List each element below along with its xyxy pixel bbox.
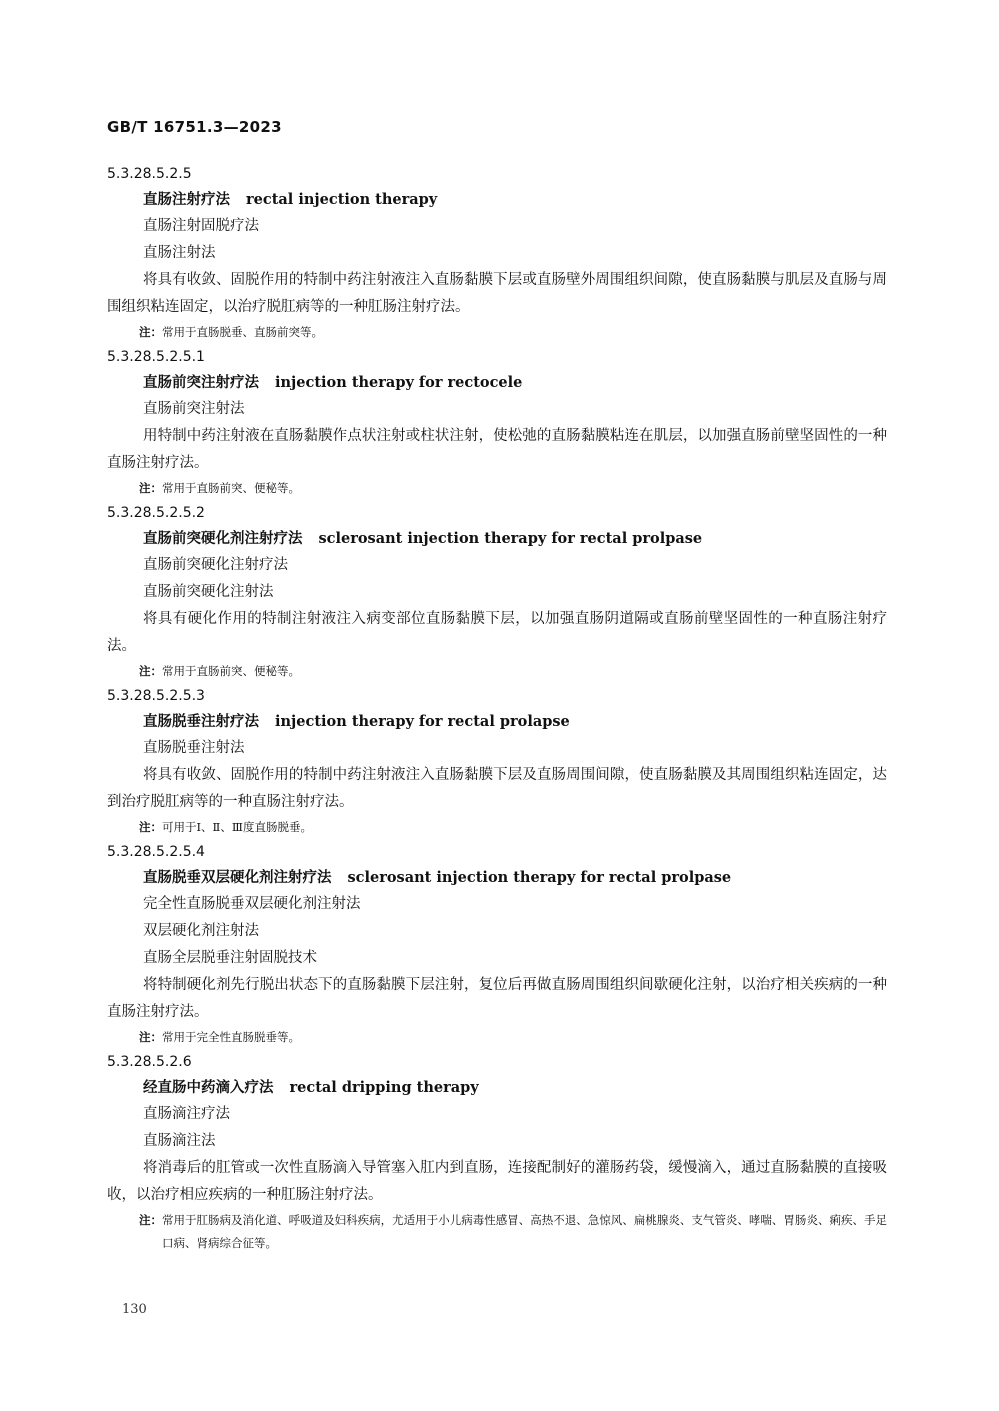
synonym: 直肠前突硬化注射疗法 bbox=[143, 557, 288, 573]
term-chinese: 经直肠中药滴入疗法 bbox=[143, 1079, 274, 1096]
term-heading bbox=[107, 1074, 887, 1101]
synonym: 直肠前突硬化注射法 bbox=[143, 584, 274, 600]
term-entry bbox=[107, 686, 887, 838]
synonym: 直肠前突注射法 bbox=[143, 401, 245, 417]
term-heading bbox=[107, 708, 887, 735]
clause-number: 5.3.28.5.2.5 bbox=[107, 166, 192, 182]
note-label: 注： bbox=[139, 820, 162, 834]
definition: 将具有收敛、固脱作用的特制中药注射液注入直肠黏膜下层及直肠周围间隙，使直肠黏膜及其周围组织粘连固定，达到治疗脱肛病等的一种直肠注射疗法。 bbox=[107, 767, 887, 810]
clause-number: 5.3.28.5.2.5.2 bbox=[107, 505, 205, 521]
note bbox=[107, 816, 887, 838]
synonym: 完全性直肠脱垂双层硬化剂注射法 bbox=[143, 896, 361, 912]
note bbox=[107, 477, 887, 499]
term-entry bbox=[107, 503, 887, 682]
term-chinese: 直肠注射疗法 bbox=[143, 191, 230, 208]
note-label: 注： bbox=[139, 325, 162, 339]
note-label: 注： bbox=[139, 664, 162, 678]
term-entry bbox=[107, 164, 887, 343]
note bbox=[107, 660, 887, 682]
document-body bbox=[107, 160, 887, 1255]
synonym: 直肠注射固脱疗法 bbox=[143, 218, 259, 234]
note bbox=[107, 1209, 887, 1255]
definition: 将具有收敛、固脱作用的特制中药注射液注入直肠黏膜下层或直肠壁外周围组织间隙，使直肠黏膜与肌层及直肠与周围组织粘连固定，以治疗脱肛病等的一种肛肠注射疗法。 bbox=[107, 272, 887, 315]
synonym: 直肠脱垂注射法 bbox=[143, 740, 245, 756]
term-english: injection therapy for rectocele bbox=[275, 374, 523, 391]
synonym: 直肠滴注法 bbox=[143, 1133, 216, 1149]
term-heading bbox=[107, 525, 887, 552]
synonym: 直肠全层脱垂注射固脱技术 bbox=[143, 950, 317, 966]
note-text: 常用于直肠前突、便秘等。 bbox=[162, 481, 300, 495]
synonym: 双层硬化剂注射法 bbox=[143, 923, 259, 939]
note bbox=[107, 1026, 887, 1048]
term-heading bbox=[107, 864, 887, 891]
clause-number: 5.3.28.5.2.5.1 bbox=[107, 349, 205, 365]
term-entry bbox=[107, 842, 887, 1048]
note-label: 注： bbox=[139, 1213, 162, 1227]
synonym: 直肠注射法 bbox=[143, 245, 216, 261]
term-chinese: 直肠脱垂注射疗法 bbox=[143, 713, 259, 730]
note-label: 注： bbox=[139, 1030, 162, 1044]
note-text: 常用于直肠前突、便秘等。 bbox=[162, 664, 300, 678]
note-label: 注： bbox=[139, 481, 162, 495]
synonym: 直肠滴注疗法 bbox=[143, 1106, 230, 1122]
term-english: sclerosant injection therapy for rectal prolpase bbox=[347, 869, 732, 886]
term-entry bbox=[107, 1052, 887, 1255]
definition: 用特制中药注射液在直肠黏膜作点状注射或柱状注射，使松弛的直肠黏膜粘连在肌层，以加强直肠前壁坚固性的一种直肠注射疗法。 bbox=[107, 428, 887, 471]
page-number: 130 bbox=[122, 1302, 147, 1317]
term-english: injection therapy for rectal prolapse bbox=[275, 713, 570, 730]
note-text: 可用于Ⅰ、Ⅱ、Ⅲ度直肠脱垂。 bbox=[162, 820, 312, 834]
note-text: 常用于肛肠病及消化道、呼吸道及妇科疾病，尤适用于小儿病毒性感冒、高热不退、急惊风、扁桃腺炎、支气管炎、哮喘、胃肠炎、痢疾、手足口病、肾病综合征等。 bbox=[162, 1213, 887, 1250]
term-english: sclerosant injection therapy for rectal prolpase bbox=[318, 530, 703, 547]
clause-number: 5.3.28.5.2.6 bbox=[107, 1054, 192, 1070]
term-heading bbox=[107, 186, 887, 213]
definition: 将特制硬化剂先行脱出状态下的直肠黏膜下层注射，复位后再做直肠周围组织间歇硬化注射，以治疗相关疾病的一种直肠注射疗法。 bbox=[107, 977, 887, 1020]
definition: 将消毒后的肛管或一次性直肠滴入导管塞入肛内到直肠，连接配制好的灌肠药袋，缓慢滴入，通过直肠黏膜的直接吸收，以治疗相应疾病的一种肛肠注射疗法。 bbox=[107, 1160, 887, 1203]
standard-code-header: GB/T 16751.3—2023 bbox=[107, 118, 282, 136]
clause-number: 5.3.28.5.2.5.3 bbox=[107, 688, 205, 704]
definition: 将具有硬化作用的特制注射液注入病变部位直肠黏膜下层，以加强直肠阴道隔或直肠前壁坚固性的一种直肠注射疗法。 bbox=[107, 611, 887, 654]
note-text: 常用于直肠脱垂、直肠前突等。 bbox=[162, 325, 323, 339]
term-chinese: 直肠脱垂双层硬化剂注射疗法 bbox=[143, 869, 332, 886]
clause-number: 5.3.28.5.2.5.4 bbox=[107, 844, 205, 860]
note bbox=[107, 321, 887, 343]
term-chinese: 直肠前突注射疗法 bbox=[143, 374, 259, 391]
term-heading bbox=[107, 369, 887, 396]
term-entry bbox=[107, 347, 887, 499]
term-english: rectal dripping therapy bbox=[289, 1079, 479, 1096]
note-text: 常用于完全性直肠脱垂等。 bbox=[162, 1030, 300, 1044]
term-english: rectal injection therapy bbox=[246, 191, 438, 208]
term-chinese: 直肠前突硬化剂注射疗法 bbox=[143, 530, 303, 547]
